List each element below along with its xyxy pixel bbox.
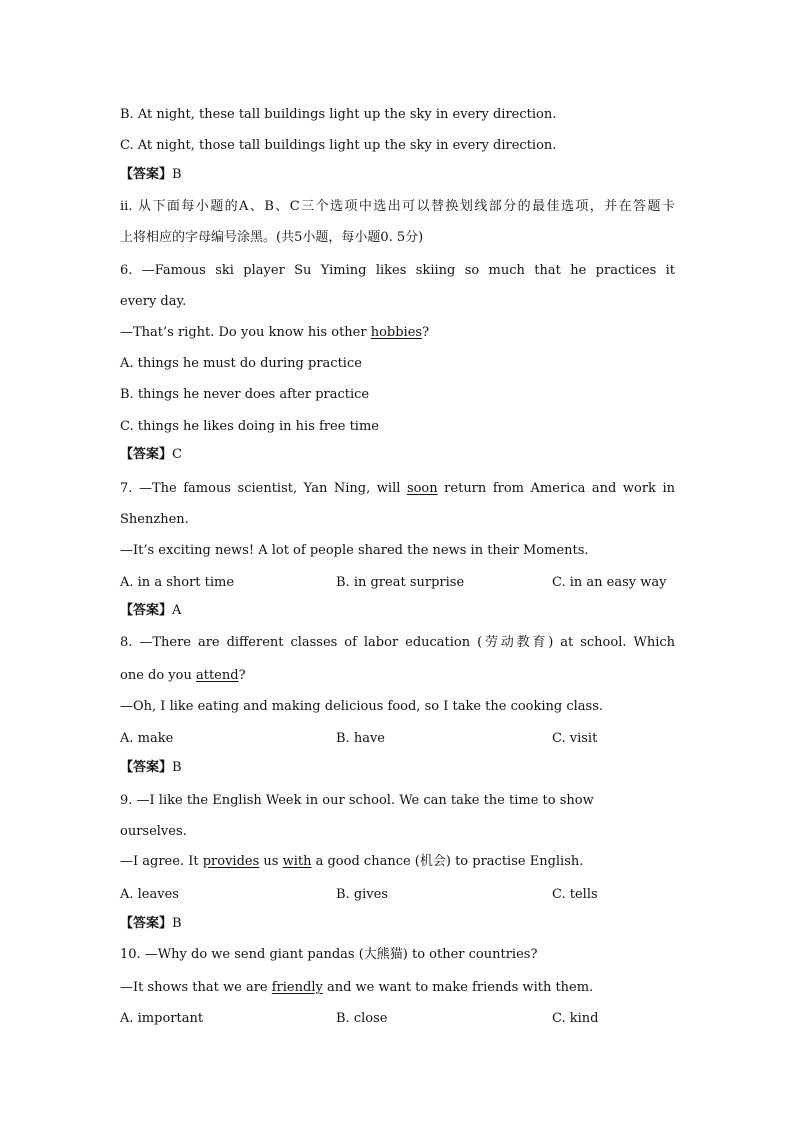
q8-option-c: C. visit — [552, 731, 598, 746]
answer-label: 【答案】 — [120, 760, 173, 775]
q7-line1 — [120, 480, 675, 498]
q9-answer — [120, 915, 182, 933]
q10-option-a: A. important — [120, 1011, 204, 1026]
q7-text-end: return from America and work in — [437, 481, 675, 496]
q10-underlined-word: friendly — [271, 980, 323, 995]
q8-text-end: ? — [238, 668, 246, 683]
answer-value: A — [172, 603, 182, 618]
q8-line1: 8. —There are different classes of labor education (劳动教育) at school. Which — [120, 635, 675, 650]
q10-response-text: —It shows that we are — [120, 980, 272, 995]
q9-option-b: B. gives — [336, 887, 389, 902]
q8-option-b: B. have — [336, 731, 385, 746]
q8-answer — [120, 759, 182, 777]
q9-option-c: C. tells — [552, 887, 598, 902]
option-c-prev: C. At night, those tall buildings light up the sky in every direction. — [120, 138, 557, 153]
q7-response: —It’s exciting news! A lot of people shared the news in their Moments. — [120, 543, 589, 558]
q7-option-a: A. in a short time — [120, 575, 235, 590]
q9-response-text: —I agree. It — [120, 854, 203, 869]
q7-option-c: C. in an easy way — [552, 575, 667, 590]
q9-line2: ourselves. — [120, 824, 187, 839]
q8-text: one do you — [120, 668, 196, 683]
q7-line2: Shenzhen. — [120, 512, 189, 527]
q7-answer — [120, 602, 181, 620]
q10-line1: 10. —Why do we send giant pandas (大熊猫) to other countries? — [120, 947, 538, 962]
q8-line2 — [120, 667, 246, 685]
q9-option-a: A. leaves — [120, 887, 179, 902]
answer-prev — [120, 166, 182, 184]
q9-line1: 9. —I like the English Week in our school. We can take the time to show — [120, 793, 594, 808]
answer-value: B — [172, 916, 182, 931]
q6-underlined-word: hobbies — [370, 325, 423, 340]
section-ii-instruction-line1: ii. 从下面每小题的A、B、C三个选项中选出可以替换划线部分的最佳选项，并在答题卡 — [120, 199, 675, 214]
q6-answer — [120, 446, 182, 464]
q10-response — [120, 979, 593, 997]
answer-value: B — [172, 167, 182, 182]
q6-option-b: B. things he never does after practice — [120, 387, 370, 402]
answer-value: B — [172, 760, 182, 775]
answer-label: 【答案】 — [120, 447, 173, 462]
q7-underlined-word: soon — [406, 481, 438, 496]
q7-text: 7. —The famous scientist, Yan Ning, will — [120, 481, 407, 496]
option-b-prev: B. At night, these tall buildings light up the sky in every direction. — [120, 107, 557, 122]
q9-underlined-word-1: provides — [202, 854, 260, 869]
q9-response-end: a good chance (机会) to practise English. — [311, 854, 584, 869]
section-ii-instruction-line2: 上将相应的字母编号涂黑。(共5小题，每小题0. 5分) — [120, 230, 424, 245]
q6-line2: every day. — [120, 294, 187, 309]
q6-option-c: C. things he likes doing in his free time — [120, 419, 379, 434]
q10-option-c: C. kind — [552, 1011, 599, 1026]
answer-label: 【答案】 — [120, 167, 173, 182]
q10-option-b: B. close — [336, 1011, 388, 1026]
q8-response: —Oh, I like eating and making delicious food, so I take the cooking class. — [120, 699, 604, 714]
q8-underlined-word: attend — [195, 668, 239, 683]
answer-label: 【答案】 — [120, 603, 173, 618]
answer-label: 【答案】 — [120, 916, 173, 931]
q6-response — [120, 324, 429, 342]
q7-option-b: B. in great surprise — [336, 575, 465, 590]
q6-line1: 6. —Famous ski player Su Yiming likes skiing so much that he practices it — [120, 263, 675, 278]
q8-option-a: A. make — [120, 731, 174, 746]
q6-response-text: —That’s right. Do you know his other — [120, 325, 371, 340]
q9-response — [120, 853, 583, 871]
q9-response-mid: us — [259, 854, 283, 869]
q9-underlined-word-2: with — [282, 854, 312, 869]
q6-option-a: A. things he must do during practice — [120, 356, 362, 371]
q10-response-end: and we want to make friends with them. — [322, 980, 594, 995]
q6-response-end: ? — [422, 325, 430, 340]
answer-value: C — [172, 447, 182, 462]
